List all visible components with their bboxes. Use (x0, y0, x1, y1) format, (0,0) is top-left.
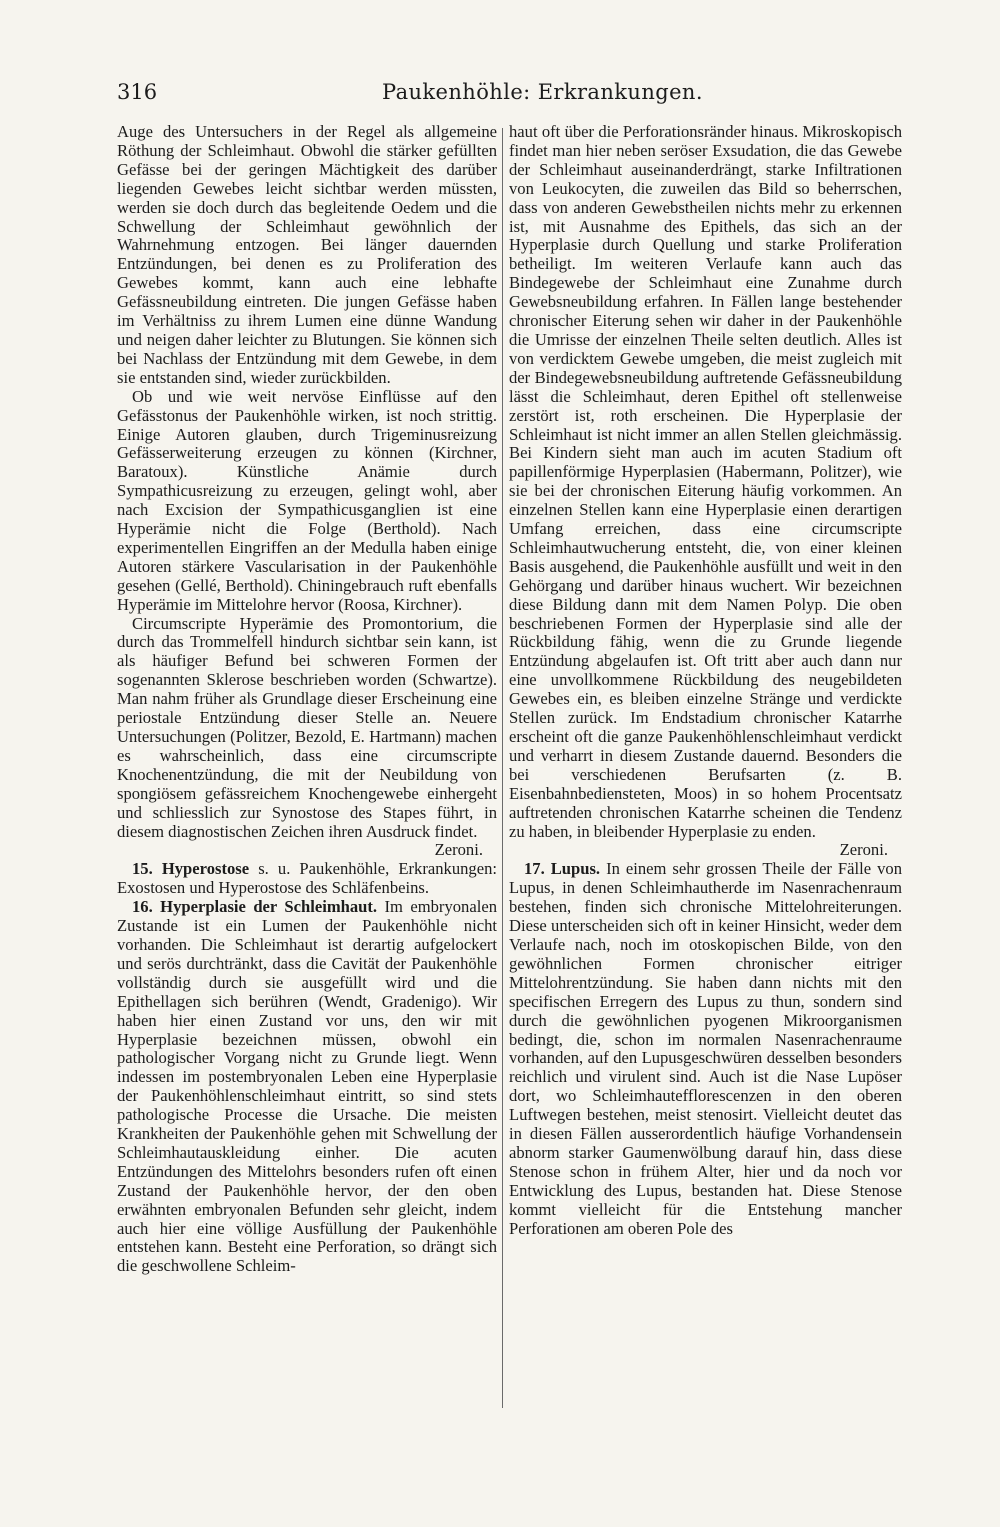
author-signature: Zeroni. (434, 840, 483, 860)
left-column (117, 123, 497, 1276)
entry-17 (509, 860, 902, 1238)
paragraph: Ob und wie weit nervöse Einflüsse auf den Gefässtonus der Paukenhöhle wirken, ist noch strittig. Einige Autoren glauben, durch Trigeminusreizung Gefässerweiterung erzeugen zu können (Kirchner, Baratoux). Künstliche Anämie durch Sympathicusreizung zu erzeugen, gelingt wohl, aber nach Excision der Sympathicusganglien ist eine Hyperämie nicht die Folge (Berthold). Nach experimentellen Eingriffen an der Medulla haben einige Autoren stärkere Vascularisation in der Paukenhöhle gesehen (Gellé, Berthold). Chiningebrauch ruft ebenfalls Hyperämie im Mittelohre hervor (Roosa, Kirchner). (117, 386, 497, 614)
page-number: 316 (117, 80, 158, 104)
page-bottom-margin (0, 1417, 1000, 1527)
entry-heading: 16. Hyperplasie der Schleimhaut. (132, 897, 378, 917)
entry-heading: 17. Lupus. (524, 859, 601, 879)
page-header (117, 80, 902, 110)
entry-text: Im embryonalen Zustande ist ein Lumen der Paukenhöhle nicht vorhanden. Die Schleimhaut ist derartig aufgelockert und serös durchtränkt, dass die Cavität der Paukenhöhle vollständig durch sie ausgefüllt wird und die Epithellagen sich berühren (Wendt, Gradenigo). Wir haben hier einen Zustand vor uns, den wir mit Hyperplasie bezeichnen müssen, obwohl ein pathologischer Vorgang nicht zu Grunde liegt. Wenn indessen im postembryonalen Leben eine Hyperplasie der Paukenhöhlenschleimhaut eintritt, so sind stets pathologische Processe die Ursache. Die meisten Krankheiten der Paukenhöhle gehen mit Schwellung der Schleimhautauskleidung einher. Die acuten Entzündungen des Mittelohrs besonders rufen oft einen Zustand der Paukenhöhle hervor, der den oben erwähnten embryonalen Befunden sehr gleicht, indem auch hier eine völlige Ausfüllung der Paukenhöhle entstehen kann. Besteht eine Perforation, so drängt sich die geschwollene Schleim- (117, 897, 497, 1276)
entry-text: s. u. Paukenhöhle, Erkrankungen: Exostosen und Hyperostose des Schläfenbeins. (117, 859, 497, 898)
entry-text: In einem sehr grossen Theile der Fälle von Lupus, in denen Schleimhautherde im Nasenrachenraum bestehen, finden sich chronische Mittelohreiterungen. Diese unterscheiden sich oft in keiner Hinsicht, weder dem Verlaufe nach, noch im otoskopischen Bilde, von den gewöhnlichen Formen chronischer eitriger Mittelohrentzündung. Sie haben dann nichts mit den specifischen Erregern des Lupus zu thun, sondern sind durch die gewöhnlichen pyogenen Mikroorganismen bedingt, die, schon im normalen Nasenrachenraume vorhanden, auf den Lupusgeschwüren desselben besonders reichlich und virulent sind. Auch ist die Nase Lupöser dort, wo Schleimhautefflorescenzen in den oberen Luftwegen bestehen, meist stenosirt. Vielleicht deutet das in diesen Fällen ausserordentlich häufige Vorhandensein abnorm starker Gaumenwölbung darauf hin, dass diese Stenose schon in frühem Alter, hier und da noch vor Entwicklung des Lupus, bestanden hat. Diese Stenose kommt vielleicht für die Entstehung mancher Perforationen am oberen Pole des (509, 859, 902, 1238)
entry-heading: 15. Hyperostose (132, 859, 250, 879)
paragraph: Circumscripte Hyperämie des Promontorium, die durch das Trommelfell hindurch sichtbar sein kann, ist als häufiger Befund bei schweren Formen der sogenannten Sklerose beschrieben worden (Schwartze). Man nahm früher als Grundlage dieser Erscheinung eine periostale Entzündung dieser Stelle an. Neuere Untersuchungen (Politzer, Bezold, E. Hartmann) machen es wahrscheinlich, dass eine circumscripte Knochenentzündung, die mit der Neubildung von spongiösem gefässreichem Knochengewebe einhergeht und schliesslich zur Synostose des Stapes führt, in diesem diagnostischen Zeichen ihren Ausdruck findet. (117, 613, 497, 841)
entry-15 (117, 860, 497, 898)
paragraph: haut oft über die Perforationsränder hinaus. Mikroskopisch findet man hier neben seröser Exsudation, die das Gewebe der Schleimhaut auseinanderdrängt, starke Infiltrationen von Leukocyten, die zuweilen das Bild so beherrschen, dass von anderen Gewebstheilen nichts mehr zu erkennen ist, mit Ausnahme des Epithels, das sich an der Hyperplasie durch Quellung und starke Proliferation betheiligt. Im weiteren Verlaufe kann auch das Bindegewebe der Schleimhaut eine Zunahme durch Gewebsneubildung erfahren. In Fällen lange bestehender chronischer Eiterung sehen wir daher in der Paukenhöhle die Umrisse der einzelnen Theile selten deutlich. Alles ist von verdicktem Gewebe umgeben, die meist zugleich mit der Bindegewebsneubildung auftretende Gefässneubildung lässt die Schleimhaut, deren Epithel oft stellenweise zerstört ist, roth erscheinen. Die Hyperplasie der Schleimhaut ist nicht immer an allen Stellen gleichmässig. Bei Kindern sieht man auch im acuten Stadium oft papillenförmige Hyperplasien (Habermann, Politzer), wie sie bei der chronischen Eiterung häufig vorkommen. An einzelnen Stellen kann eine Hyperplasie einen derartigen Umfang erreichen, dass eine circumscripte Schleimhautwucherung entsteht, die, von einer kleinen Basis ausgehend, die Paukenhöhle ausfüllt und weit in den Gehörgang und darüber hinaus wuchert. Wir bezeichnen diese Bildung dann mit dem Namen Polyp. Die oben beschriebenen Formen der Hyperplasie sind alle der Rückbildung fähig, wenn die zu Grunde liegende Entzündung abgelaufen ist. Oft tritt aber auch dann nur eine unvollkommene Rückbildung des neugebildeten Gewebes ein, es bleiben einzelne Stränge und verdickte Stellen zurück. Im Endstadium chronischer Katarrhe erscheint oft die ganze Paukenhöhlenschleimhaut verdickt und verharrt in diesem Zustande dauernd. Besonders die bei verschiedenen Berufsarten (z. B. Eisenbahnbediensteten, Moos) in so hohem Procentsatz auftretenden chronischen Katarrhe scheinen die Tendenz zu haben, in bleibender Hyperplasie zu enden. (509, 122, 902, 841)
column-divider (502, 128, 503, 1408)
paragraph: Auge des Untersuchers in der Regel als allgemeine Röthung der Schleimhaut. Obwohl die stärker gefüllten Gefässe bei der geringen Mächtigkeit des darüber liegenden Gewebes leicht sichtbar werden müssten, werden sie doch durch das begleitende Oedem und die Schwellung der Schleimhaut gewöhnlich der Wahrnehmung entzogen. Bei länger dauernden Entzündungen, bei denen es zu Proliferation des Gewebes kommt, kann auch eine lebhafte Gefässneubildung eintreten. Die jungen Gefässe haben im Verhältniss zu ihrem Lumen eine dünne Wandung und neigen daher leichter zu Blutungen. Sie können sich bei Nachlass der Entzündung mit dem Gewebe, in dem sie entstanden sind, wieder zurückbilden. (117, 122, 497, 387)
entry-16 (117, 898, 497, 1276)
right-column (509, 123, 902, 1238)
author-signature: Zeroni. (839, 840, 888, 860)
running-title: Paukenhöhle: Erkrankungen. (382, 80, 703, 104)
